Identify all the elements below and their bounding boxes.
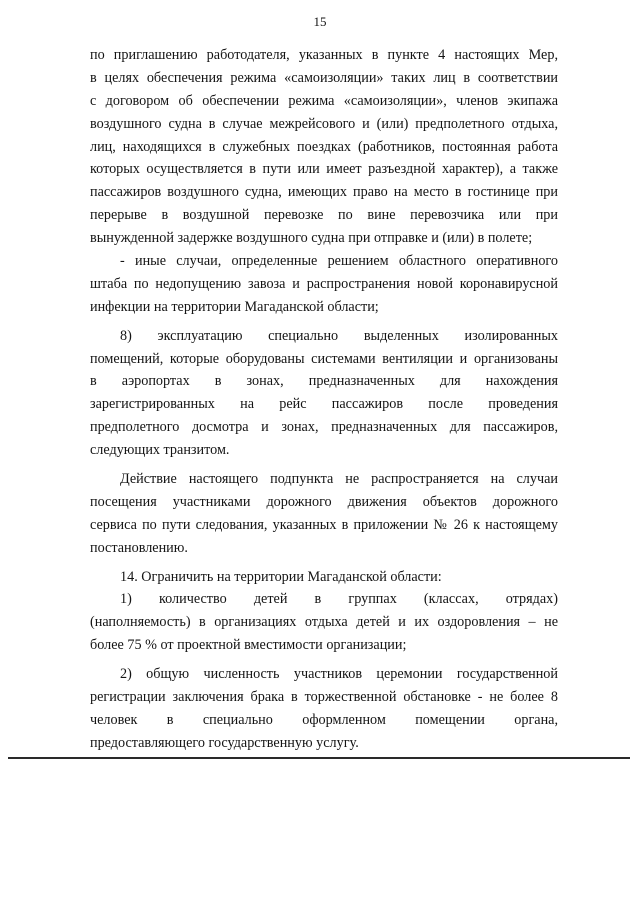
text-line: инфекции на территории Магаданской области; [90,298,379,315]
text-line: сервиса по пути следования, указанных в приложении № 26 к настоящему [90,516,558,533]
text-line: человек в специально оформленном помещении органа, [90,711,558,728]
text-line: пассажиров воздушного судна, имеющих право на место в гостинице при [90,184,558,201]
text-line: перерыве в воздушной перевозке по вине перевозчика или при [90,207,558,224]
text-line: зарегистрированных на рейс пассажиров после проведения [90,396,558,413]
bottom-rule [8,757,630,759]
text-line: предоставляющего государственную услугу. [90,734,359,751]
text-line: Действие настоящего подпункта не распространяется на случаи [120,471,558,488]
text-line: посещения участниками дорожного движения объектов дорожного [90,493,558,510]
text-line: лиц, находящихся в служебных поездках (работников, постоянная работа [90,138,558,155]
text-line: более 75 % от проектной вместимости организации; [90,637,407,654]
text-line: 8) эксплуатацию специально выделенных изолированных [120,327,558,344]
text-line: (наполняемость) в организациях отдыха детей и их оздоровления – не [90,614,558,631]
text-line: с договором об обеспечении режима «самоизоляции», членов экипажа [90,92,558,109]
text-line: 14. Ограничить на территории Магаданской области: [120,568,442,585]
text-line: по приглашению работодателя, указанных в пункте 4 настоящих Мер, [90,47,558,63]
text-line: в аэропортах в зонах, предназначенных для нахождения [90,373,558,390]
text-line: которых осуществляется в пути или имеет разъездной характер), а также [90,161,558,178]
text-line: следующих транзитом. [90,442,230,459]
text-line: в целях обеспечения режима «самоизоляции» таких лиц в соответствии [90,69,558,86]
text-line: воздушного судна в случае межрейсового и (или) предполетного отдыха, [90,115,558,132]
text-line: 1) количество детей в группах (классах, отрядах) [120,591,558,608]
text-line: штаба по недопущению завоза и распространения новой коронавирусной [90,275,558,292]
text-line: предполетного досмотра и зонах, предназначенных для пассажиров, [90,419,558,436]
text-line: 2) общую численность участников церемонии государственной [120,666,558,683]
text-line: регистрации заключения брака в торжественной обстановке - не более 8 [90,689,558,706]
page-number: 15 [313,14,327,29]
text-line: - иные случаи, определенные решением областного оперативного [120,253,558,270]
text-line: постановлению. [90,539,188,556]
document-body [90,44,558,755]
text-line: помещений, которые оборудованы системами вентиляции и организованы [90,350,558,367]
text-line: вынужденной задержке воздушного судна при отправке и (или) в полете; [90,230,533,247]
